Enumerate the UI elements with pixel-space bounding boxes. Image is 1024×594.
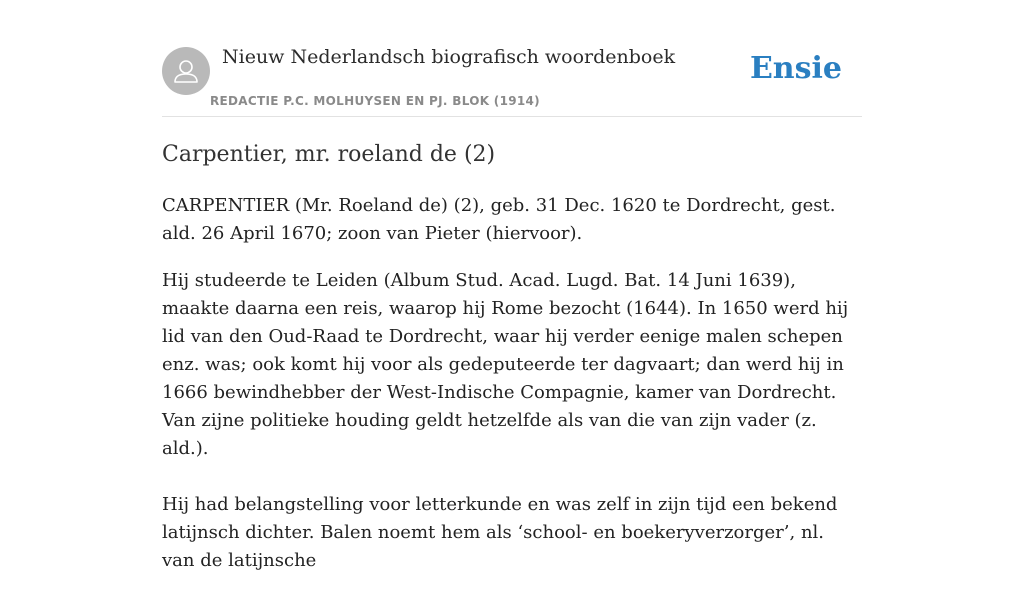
article bbox=[162, 140, 862, 594]
ensie-logo[interactable]: Ensie bbox=[749, 51, 842, 86]
article-title: Carpentier, mr. roeland de (2) bbox=[162, 142, 496, 167]
user-avatar-icon bbox=[162, 47, 210, 95]
book-title[interactable]: Nieuw Nederlandsch biografisch woordenboek bbox=[222, 46, 676, 68]
article-paragraph: Hij studeerde te Leiden (Album Stud. Acad. Lugd. Bat. 14 Juni 1639), maakte daarna een reis, waarop hij Rome bezocht (1644). In 1650 werd hij lid van den Oud-Raad te Dordrecht, waar hij verder eenige malen schepen enz. was; ook komt hij voor als gedeputeerde ter dagvaart; dan werd hij in 1666 bewindhebber der West-Indische Compagnie, kamer van Dordrecht. Van zijne politieke houding geldt hetzelfde als van die van zijn vader (z. ald.). bbox=[162, 270, 849, 459]
article-paragraph: Hij had belangstelling voor letterkunde en was zelf in zijn tijd een bekend latijnsch dichter. Balen noemt hem als ‘school- en boekeryverzorger’, nl. van de latijnsche bbox=[162, 494, 838, 571]
book-editors: REDACTIE P.C. MOLHUYSEN EN PJ. BLOK (1914) bbox=[210, 94, 540, 108]
article-paragraph: CARPENTIER (Mr. Roeland de) (2), geb. 31 Dec. 1620 te Dordrecht, gest. ald. 26 April 1670; zoon van Pieter (hiervoor). bbox=[162, 195, 836, 244]
source-header bbox=[162, 40, 862, 117]
